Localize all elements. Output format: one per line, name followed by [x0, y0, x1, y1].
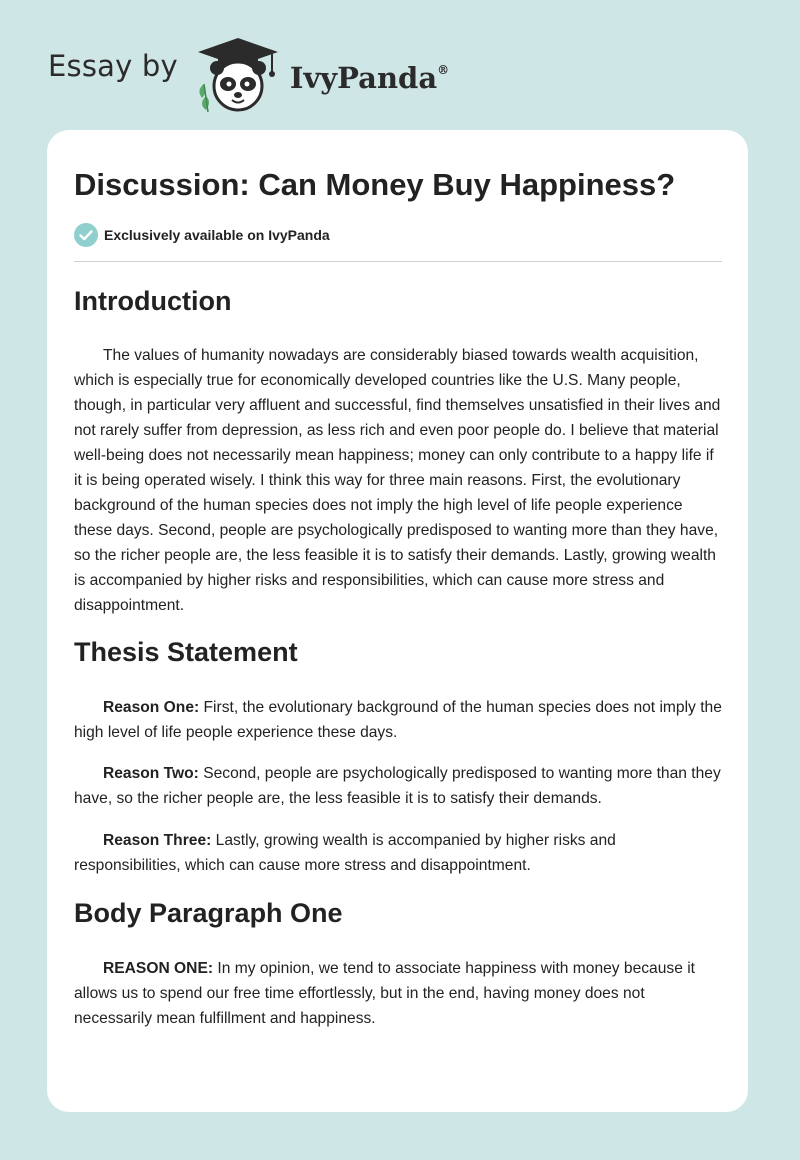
- reason-three-label: Reason Three:: [103, 832, 212, 849]
- reason-one-text: First, the evolutionary background of the human species does not imply the high level of life people experience these days.: [74, 699, 722, 741]
- paragraph-body-one: [74, 956, 722, 1031]
- paragraph-reason-three: [74, 828, 722, 878]
- reason-three-text: Lastly, growing wealth is accompanied by higher risks and responsibilities, which can cause more stress and disappointment.: [74, 832, 616, 874]
- reason-one-label: Reason One:: [103, 699, 200, 716]
- ivypanda-logo-icon[interactable]: [192, 34, 284, 114]
- exclusive-badge-label: Exclusively available on IvyPanda: [104, 227, 330, 243]
- heading-introduction: Introduction: [74, 286, 232, 316]
- body-one-label: REASON ONE:: [103, 960, 214, 977]
- checkmark-badge-icon: [74, 223, 98, 247]
- body-one-text: In my opinion, we tend to associate happiness with money because it allows us to spend our free time effortlessly, but in the end, having money does not necessarily mean fulfillment and happiness.: [74, 960, 695, 1027]
- divider: [74, 261, 722, 262]
- brand-name[interactable]: IvyPanda®: [289, 61, 450, 95]
- exclusive-badge: [74, 223, 330, 247]
- paragraph-reason-two: [74, 761, 722, 811]
- essay-by-label: Essay by: [48, 49, 178, 83]
- heading-body-paragraph-one: Body Paragraph One: [74, 898, 343, 928]
- heading-thesis-statement: Thesis Statement: [74, 637, 298, 667]
- site-header: [48, 34, 449, 114]
- reason-two-label: Reason Two:: [103, 765, 199, 782]
- page-title: Discussion: Can Money Buy Happiness?: [74, 167, 676, 202]
- paragraph-introduction: The values of humanity nowadays are considerably biased towards wealth acquisition, which is especially true for economically developed countries like the U.S. Many people, though, in particular very affluent and successful, find themselves unsatisfied in their lives and not rarely suffer from depression, as less rich and even poor people do. I believe that material well-being does not necessarily mean happiness; money can only contribute to a happy life if it is being operated wisely. I think this way for three main reasons. First, the evolutionary background of the human species does not imply the high level of life people experience these days. Second, people are psychologically predisposed to wanting more than they have, so the richer people are, the less feasible it is to satisfy their demands. Lastly, growing wealth is accompanied by higher risks and responsibilities, which can cause more stress and disappointment.: [74, 347, 721, 614]
- paragraph-reason-one: [74, 695, 722, 745]
- reason-two-text: Second, people are psychologically predisposed to wanting more than they have, so the richer people are, the less feasible it is to satisfy their demands.: [74, 765, 721, 807]
- essay-card: [47, 130, 748, 1112]
